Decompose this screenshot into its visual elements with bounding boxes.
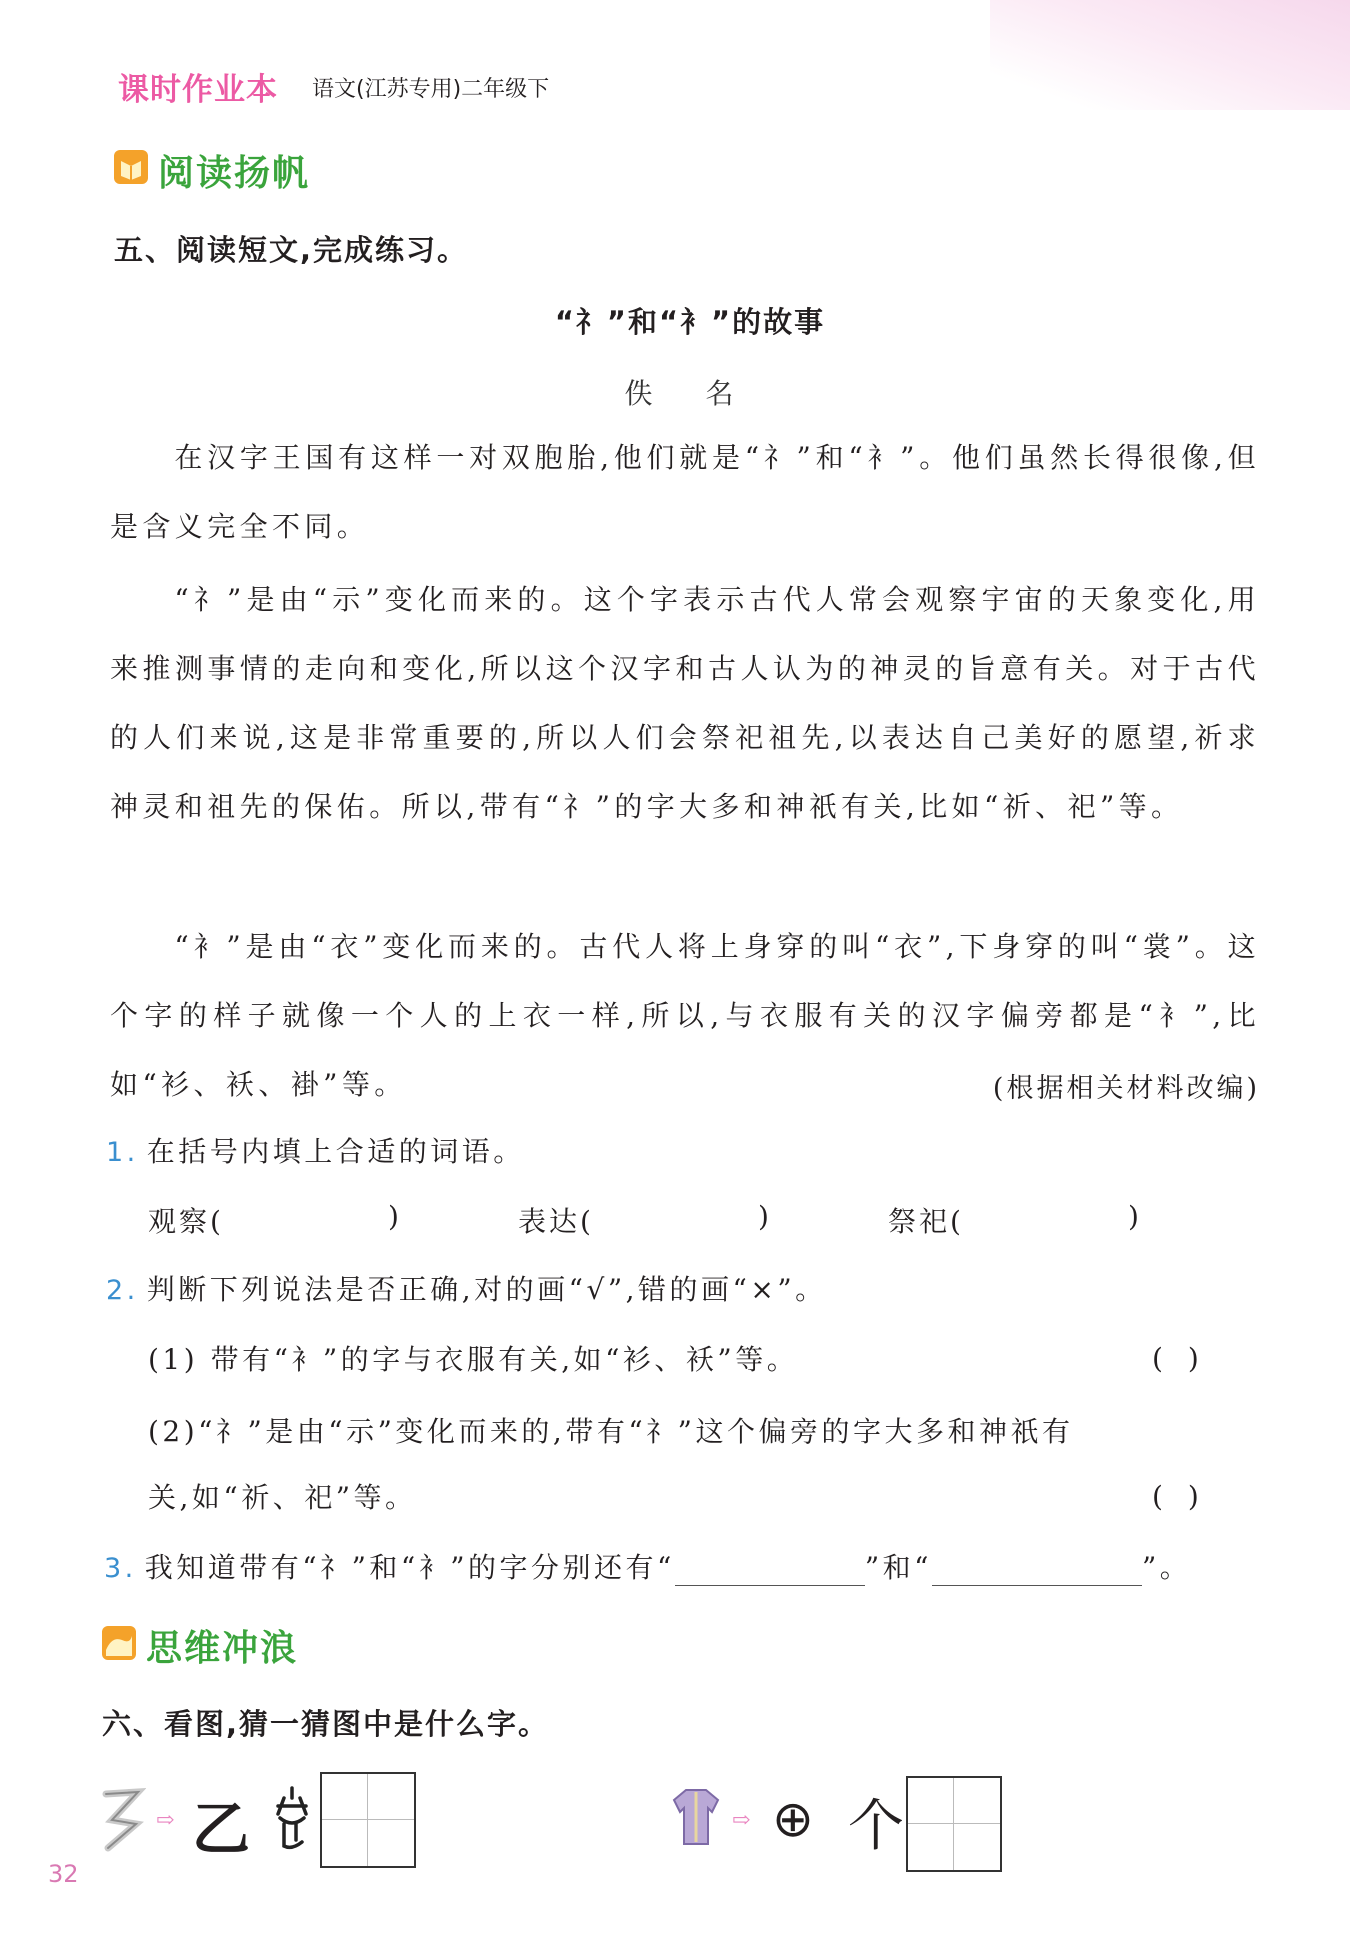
- question3-end: ”。: [1141, 1551, 1192, 1584]
- question3-text: 我知道带有“礻”和“衤”的字分别还有“: [144, 1551, 675, 1584]
- question5-label: 五、阅读短文,完成练习。: [114, 233, 469, 267]
- question1: [106, 1130, 525, 1170]
- article-source: (根据相关材料改编): [992, 1073, 1260, 1104]
- header-decoration: [990, 0, 1350, 110]
- question1-number: 1.: [106, 1137, 139, 1168]
- answer-grid-1[interactable]: [320, 1772, 416, 1868]
- wave-icon: [102, 1626, 136, 1660]
- ancient-glyph-3: 个: [848, 1794, 904, 1859]
- clothing-picture-icon: [670, 1784, 722, 1848]
- question2: [106, 1268, 827, 1308]
- arrow-icon-2: ⇨: [732, 1808, 751, 1833]
- question3: [104, 1546, 1191, 1586]
- seal-script-glyph-1: [270, 1784, 314, 1854]
- arrow-icon: ⇨: [156, 1808, 175, 1833]
- article-title: “礻”和“衤”的故事: [554, 305, 826, 339]
- fill-express: 表达(: [518, 1205, 594, 1238]
- article-paragraph-1: 在汉字王国有这样一对双胞胎,他们就是“礻”和“衤”。他们虽然长得很像,但是含义完全不同。: [110, 441, 1260, 543]
- question3-blank-1[interactable]: [675, 1551, 865, 1586]
- question2-text: 判断下列说法是否正确,对的画“√”,错的画“×”。: [146, 1273, 827, 1306]
- book-brand: 课时作业本: [118, 72, 278, 108]
- question3-number: 3.: [104, 1553, 137, 1584]
- question1-text: 在括号内填上合适的词语。: [146, 1135, 525, 1168]
- book-icon: [114, 150, 148, 184]
- question3-blank-2[interactable]: [932, 1551, 1142, 1586]
- question2-item1: (1) 带有“衤”的字与衣服有关,如“衫、袄”等。: [148, 1343, 799, 1376]
- ancient-glyph-1: 乙: [192, 1795, 251, 1863]
- fill-observe: 观察(: [148, 1205, 224, 1238]
- bone-picture-icon: [98, 1784, 146, 1856]
- fill-express-close: ): [758, 1200, 769, 1233]
- question2-item2-line2: 关,如“祈、祀”等。: [148, 1481, 417, 1514]
- question2-item1-answer[interactable]: ( ): [1152, 1342, 1207, 1375]
- ancient-glyph-2: ⊕: [772, 1790, 814, 1848]
- question2-number: 2.: [106, 1275, 139, 1306]
- section-title-reading: 阅读扬帆: [158, 153, 311, 194]
- question2-item2-answer[interactable]: ( ): [1152, 1480, 1207, 1513]
- page-number: 32: [48, 1860, 79, 1888]
- question6-label: 六、看图,猜一猜图中是什么字。: [102, 1707, 550, 1741]
- answer-grid-2[interactable]: [906, 1776, 1002, 1872]
- fill-observe-close: ): [388, 1200, 399, 1233]
- question3-mid: ”和“: [864, 1551, 932, 1584]
- article-paragraph-3: “衤”是由“衣”变化而来的。古代人将上身穿的叫“衣”,下身穿的叫“裳”。这个字的样子就像一个人的上衣一样,所以,与衣服有关的汉字偏旁都是“衤”,比如“衫、袄、褂”等。: [110, 930, 1260, 1101]
- article-author: 佚 名: [624, 377, 756, 410]
- book-subtitle: 语文(江苏专用)二年级下: [312, 77, 550, 102]
- fill-sacrifice-close: ): [1128, 1200, 1139, 1233]
- fill-sacrifice: 祭祀(: [888, 1205, 964, 1238]
- article-paragraph-2: “礻”是由“示”变化而来的。这个字表示古代人常会观察宇宙的天象变化,用来推测事情的走向和变化,所以这个汉字和古人认为的神灵的旨意有关。对于古代的人们来说,这是非常重要的,所以人们会祭祀祖先,以表达自己美好的愿望,祈求神灵和祖先的保佑。所以,带有“礻”的字大多和神祇有关,比如“祈、祀”等。: [110, 583, 1260, 823]
- section-title-thinking: 思维冲浪: [146, 1628, 299, 1669]
- question2-item2-line1: (2)“礻”是由“示”变化而来的,带有“礻”这个偏旁的字大多和神祇有: [148, 1415, 1074, 1448]
